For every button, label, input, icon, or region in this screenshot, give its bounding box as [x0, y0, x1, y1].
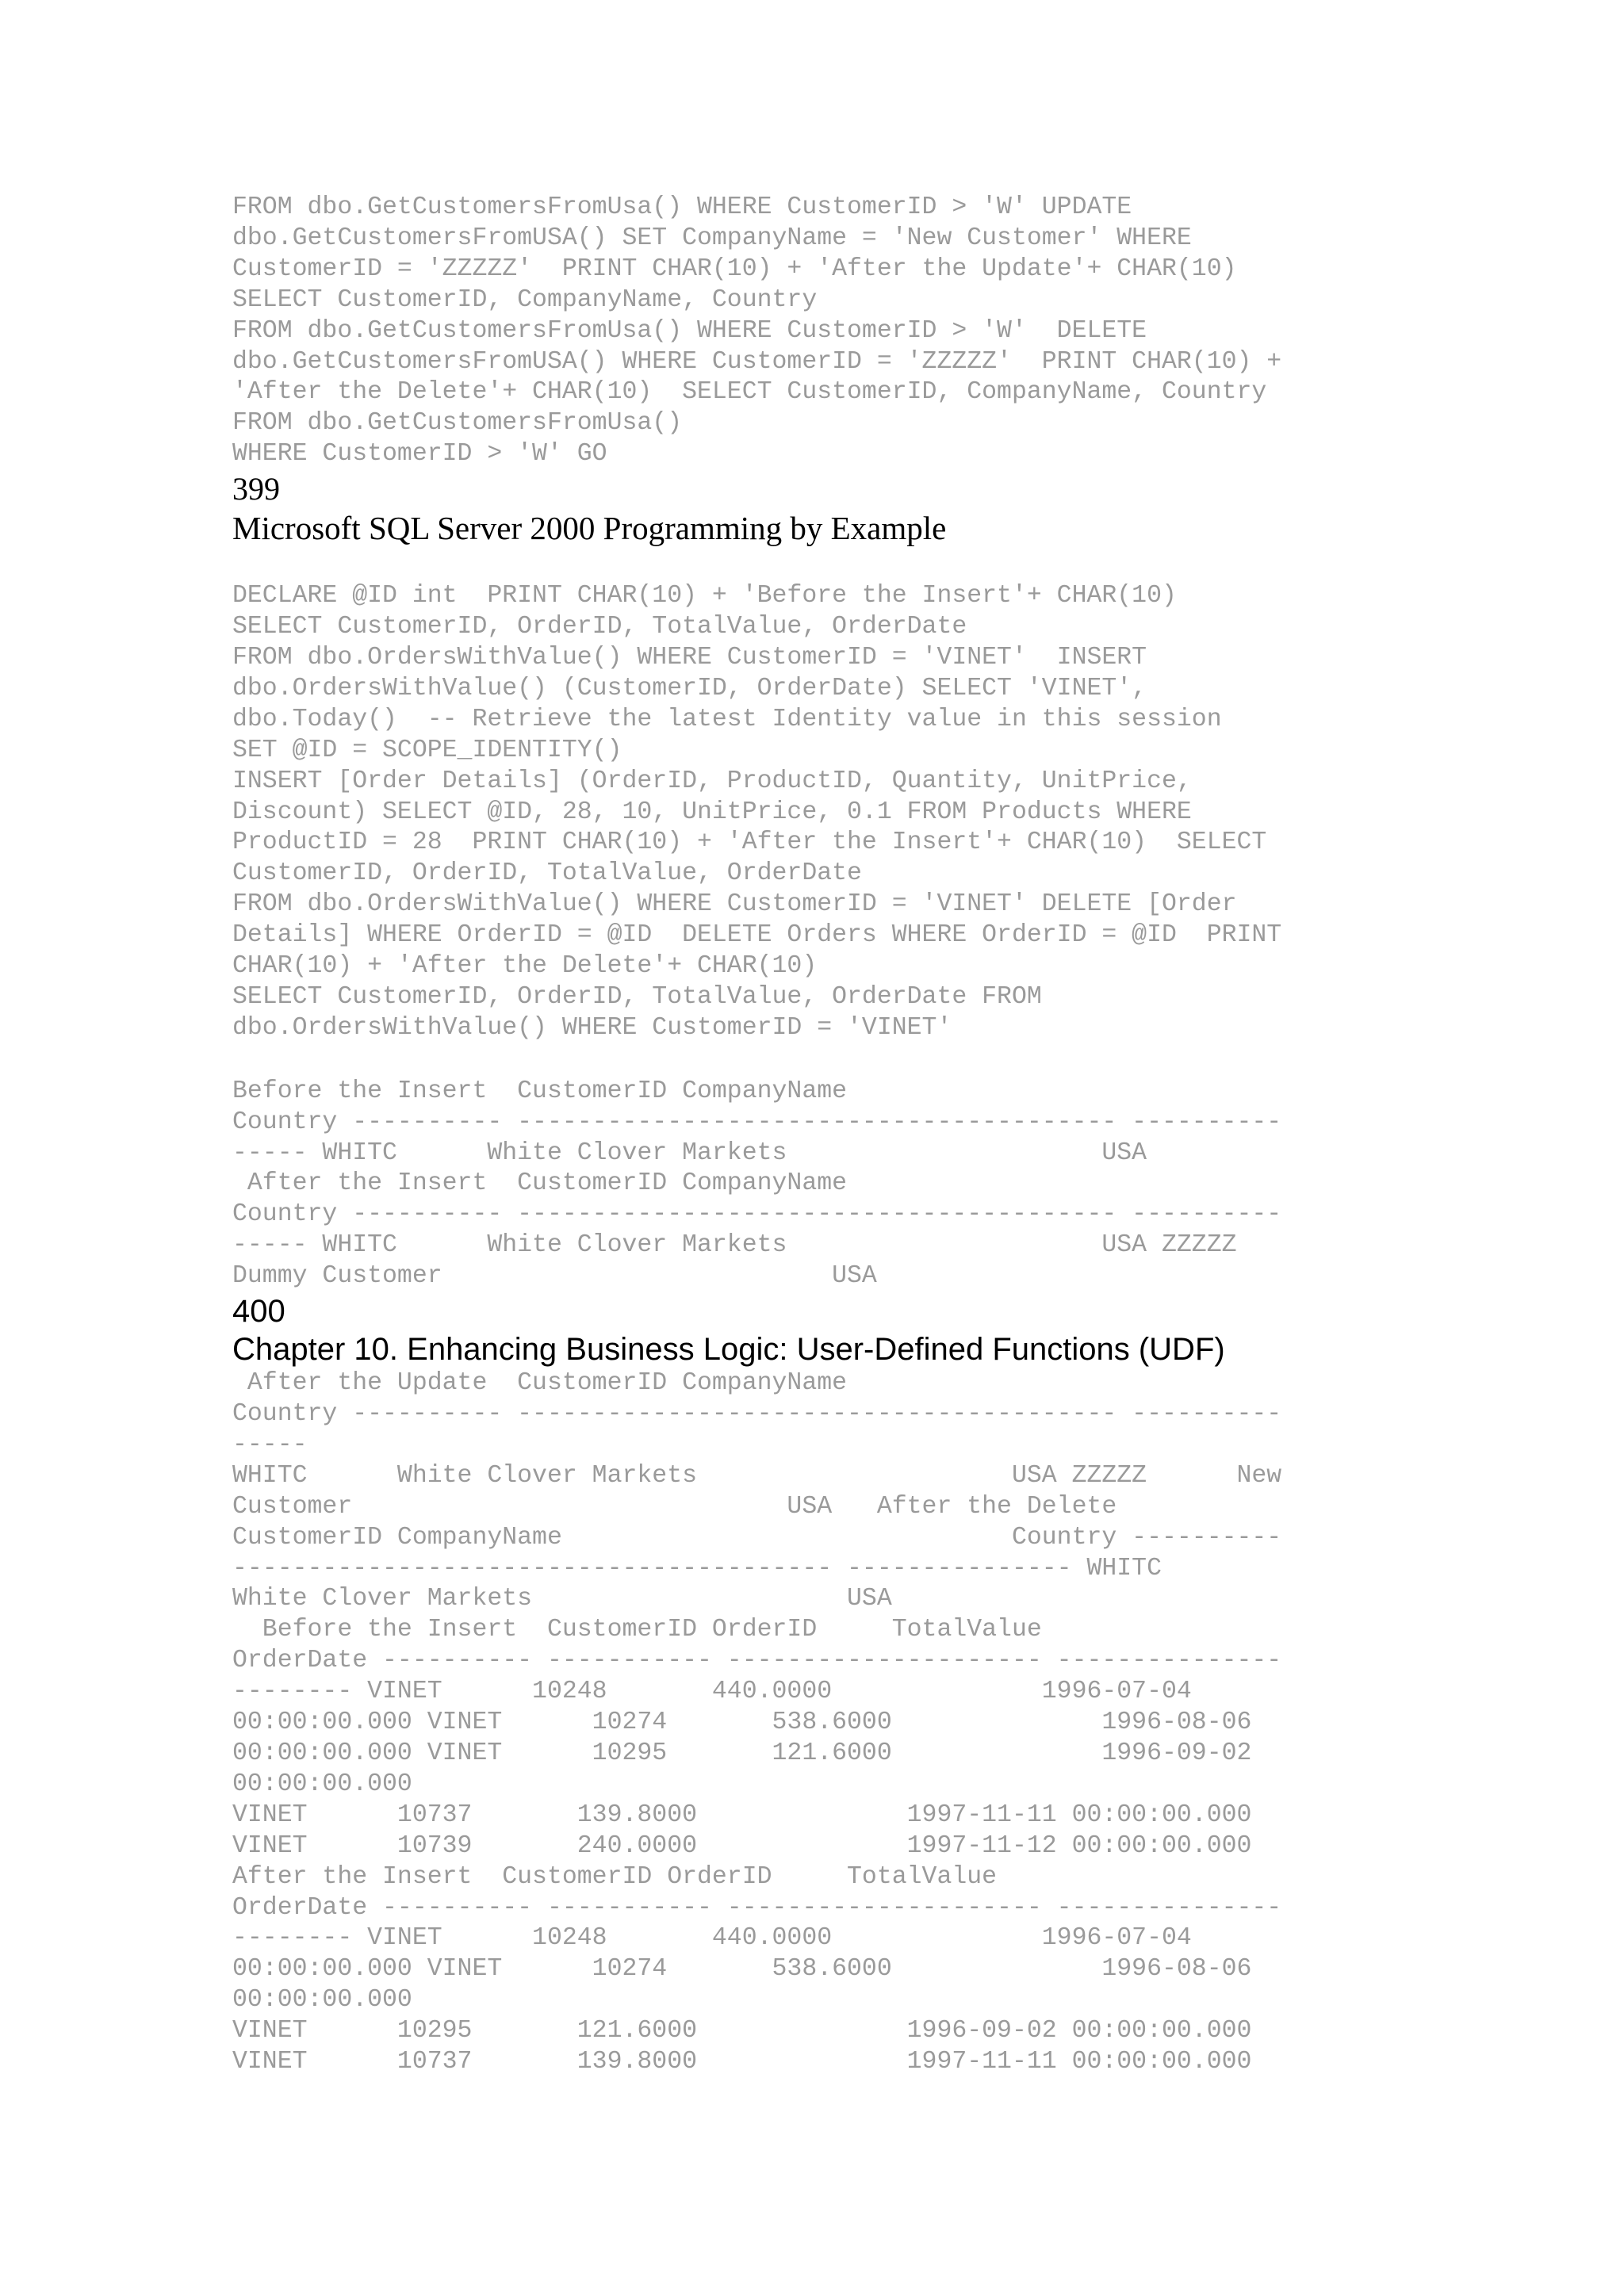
code-line: OrderDate ---------- ----------- --------------------- --------------- — [232, 1647, 1282, 1675]
code-line: ----- WHITC White Clover Markets USA ZZZZZ — [232, 1231, 1237, 1260]
code-line: VINET 10737 139.8000 1997-11-11 00:00:00.000 — [232, 1800, 1252, 1829]
code-block-update-delete — [232, 193, 1406, 470]
code-line: VINET 10295 121.6000 1996-09-02 00:00:00.000 — [232, 2017, 1252, 2045]
code-line: Before the Insert CustomerID OrderID TotalValue — [232, 1616, 1042, 1644]
code-line: SET @ID = SCOPE_IDENTITY() — [232, 736, 622, 764]
code-line: VINET 10739 240.0000 1997-11-12 00:00:00.000 — [232, 1831, 1252, 1860]
code-line: SELECT CustomerID, CompanyName, Country — [232, 285, 818, 314]
code-line: CustomerID = 'ZZZZZ' PRINT CHAR(10) + 'After the Update'+ CHAR(10) — [232, 254, 1237, 283]
code-line: dbo.Today() -- Retrieve the latest Identity value in this session — [232, 705, 1222, 733]
running-header-chapter-title: Chapter 10. Enhancing Business Logic: User-Defined Functions (UDF) — [232, 1332, 1225, 1368]
code-block-orders-insert — [232, 581, 1406, 1044]
code-line: Customer USA After the Delete — [232, 1492, 1117, 1521]
spacer — [232, 548, 1406, 581]
code-line: FROM dbo.GetCustomersFromUsa() WHERE CustomerID > 'W' DELETE — [232, 316, 1147, 345]
code-line: dbo.GetCustomersFromUSA() WHERE CustomerID = 'ZZZZZ' PRINT CHAR(10) + — [232, 347, 1282, 376]
code-line: 00:00:00.000 — [232, 1770, 412, 1798]
code-line: Country ---------- ---------------------------------------- ---------- — [232, 1400, 1282, 1428]
code-line: WHITC White Clover Markets USA ZZZZZ New — [232, 1461, 1282, 1490]
code-line: INSERT [Order Details] (OrderID, ProductID, Quantity, UnitPrice, — [232, 767, 1192, 795]
code-line: White Clover Markets USA — [232, 1585, 892, 1613]
code-line: VINET 10737 139.8000 1997-11-11 00:00:00.000 — [232, 2048, 1252, 2076]
code-line: dbo.OrdersWithValue() (CustomerID, OrderDate) SELECT 'VINET', — [232, 674, 1147, 702]
code-line: 00:00:00.000 VINET 10274 538.6000 1996-08-06 — [232, 1709, 1252, 1737]
code-line: FROM dbo.GetCustomersFromUsa() — [232, 409, 683, 438]
code-line: Details] WHERE OrderID = @ID DELETE Orders WHERE OrderID = @ID PRINT — [232, 921, 1282, 950]
code-line: SELECT CustomerID, OrderID, TotalValue, OrderDate — [232, 613, 967, 641]
code-line: dbo.GetCustomersFromUSA() SET CompanyName = 'New Customer' WHERE — [232, 224, 1192, 252]
code-line: Country ---------- ---------------------------------------- ---------- — [232, 1108, 1282, 1136]
code-line: After the Insert CustomerID OrderID TotalValue — [232, 1862, 998, 1891]
code-line: 00:00:00.000 — [232, 1986, 412, 2015]
code-line: Discount) SELECT @ID, 28, 10, UnitPrice, 0.1 FROM Products WHERE — [232, 798, 1192, 826]
code-line: After the Insert CustomerID CompanyName — [232, 1169, 848, 1198]
page-number: 400 — [232, 1294, 285, 1330]
running-header-book-title: Microsoft SQL Server 2000 Programming by Example — [232, 510, 947, 547]
output-block-customers — [232, 1077, 1406, 1292]
code-line: SELECT CustomerID, OrderID, TotalValue, OrderDate FROM — [232, 982, 1042, 1011]
code-line: 00:00:00.000 VINET 10295 121.6000 1996-09-02 — [232, 1739, 1252, 1767]
code-line: FROM dbo.GetCustomersFromUsa() WHERE CustomerID > 'W' UPDATE — [232, 193, 1132, 221]
code-line: ---------------------------------------- --------------- WHITC — [232, 1554, 1162, 1582]
code-line: Country ---------- ---------------------------------------- ---------- — [232, 1200, 1282, 1229]
code-line: -------- VINET 10248 440.0000 1996-07-04 — [232, 1924, 1192, 1953]
code-line: OrderDate ---------- ----------- --------------------- --------------- — [232, 1893, 1282, 1922]
spacer — [232, 1044, 1406, 1077]
code-line: Dummy Customer USA — [232, 1262, 877, 1291]
page-number: 399 — [232, 471, 280, 507]
code-line: After the Update CustomerID CompanyName — [232, 1369, 848, 1398]
code-line: dbo.OrdersWithValue() WHERE CustomerID = 'VINET' — [232, 1013, 952, 1042]
code-line: CHAR(10) + 'After the Delete'+ CHAR(10) — [232, 952, 818, 981]
code-line: -------- VINET 10248 440.0000 1996-07-04 — [232, 1678, 1192, 1706]
code-line: FROM dbo.OrdersWithValue() WHERE CustomerID = 'VINET' INSERT — [232, 643, 1147, 672]
code-line: WHERE CustomerID > 'W' GO — [232, 440, 607, 469]
page-content — [232, 193, 1406, 2078]
code-line: DECLARE @ID int PRINT CHAR(10) + 'Before the Insert'+ CHAR(10) — [232, 582, 1177, 610]
code-line: ProductID = 28 PRINT CHAR(10) + 'After the Insert'+ CHAR(10) SELECT — [232, 828, 1267, 857]
code-line: Before the Insert CustomerID CompanyName — [232, 1077, 848, 1105]
code-line: ----- — [232, 1430, 308, 1459]
code-line: CustomerID CompanyName Country ---------- — [232, 1523, 1282, 1552]
code-line: CustomerID, OrderID, TotalValue, OrderDate — [232, 859, 862, 888]
code-line: ----- WHITC White Clover Markets USA — [232, 1138, 1147, 1167]
code-line: 'After the Delete'+ CHAR(10) SELECT CustomerID, CompanyName, Country — [232, 378, 1267, 407]
code-line: FROM dbo.OrdersWithValue() WHERE CustomerID = 'VINET' DELETE [Order — [232, 890, 1237, 919]
code-line: 00:00:00.000 VINET 10274 538.6000 1996-08-06 — [232, 1955, 1252, 1984]
output-block-results — [232, 1368, 1406, 2078]
